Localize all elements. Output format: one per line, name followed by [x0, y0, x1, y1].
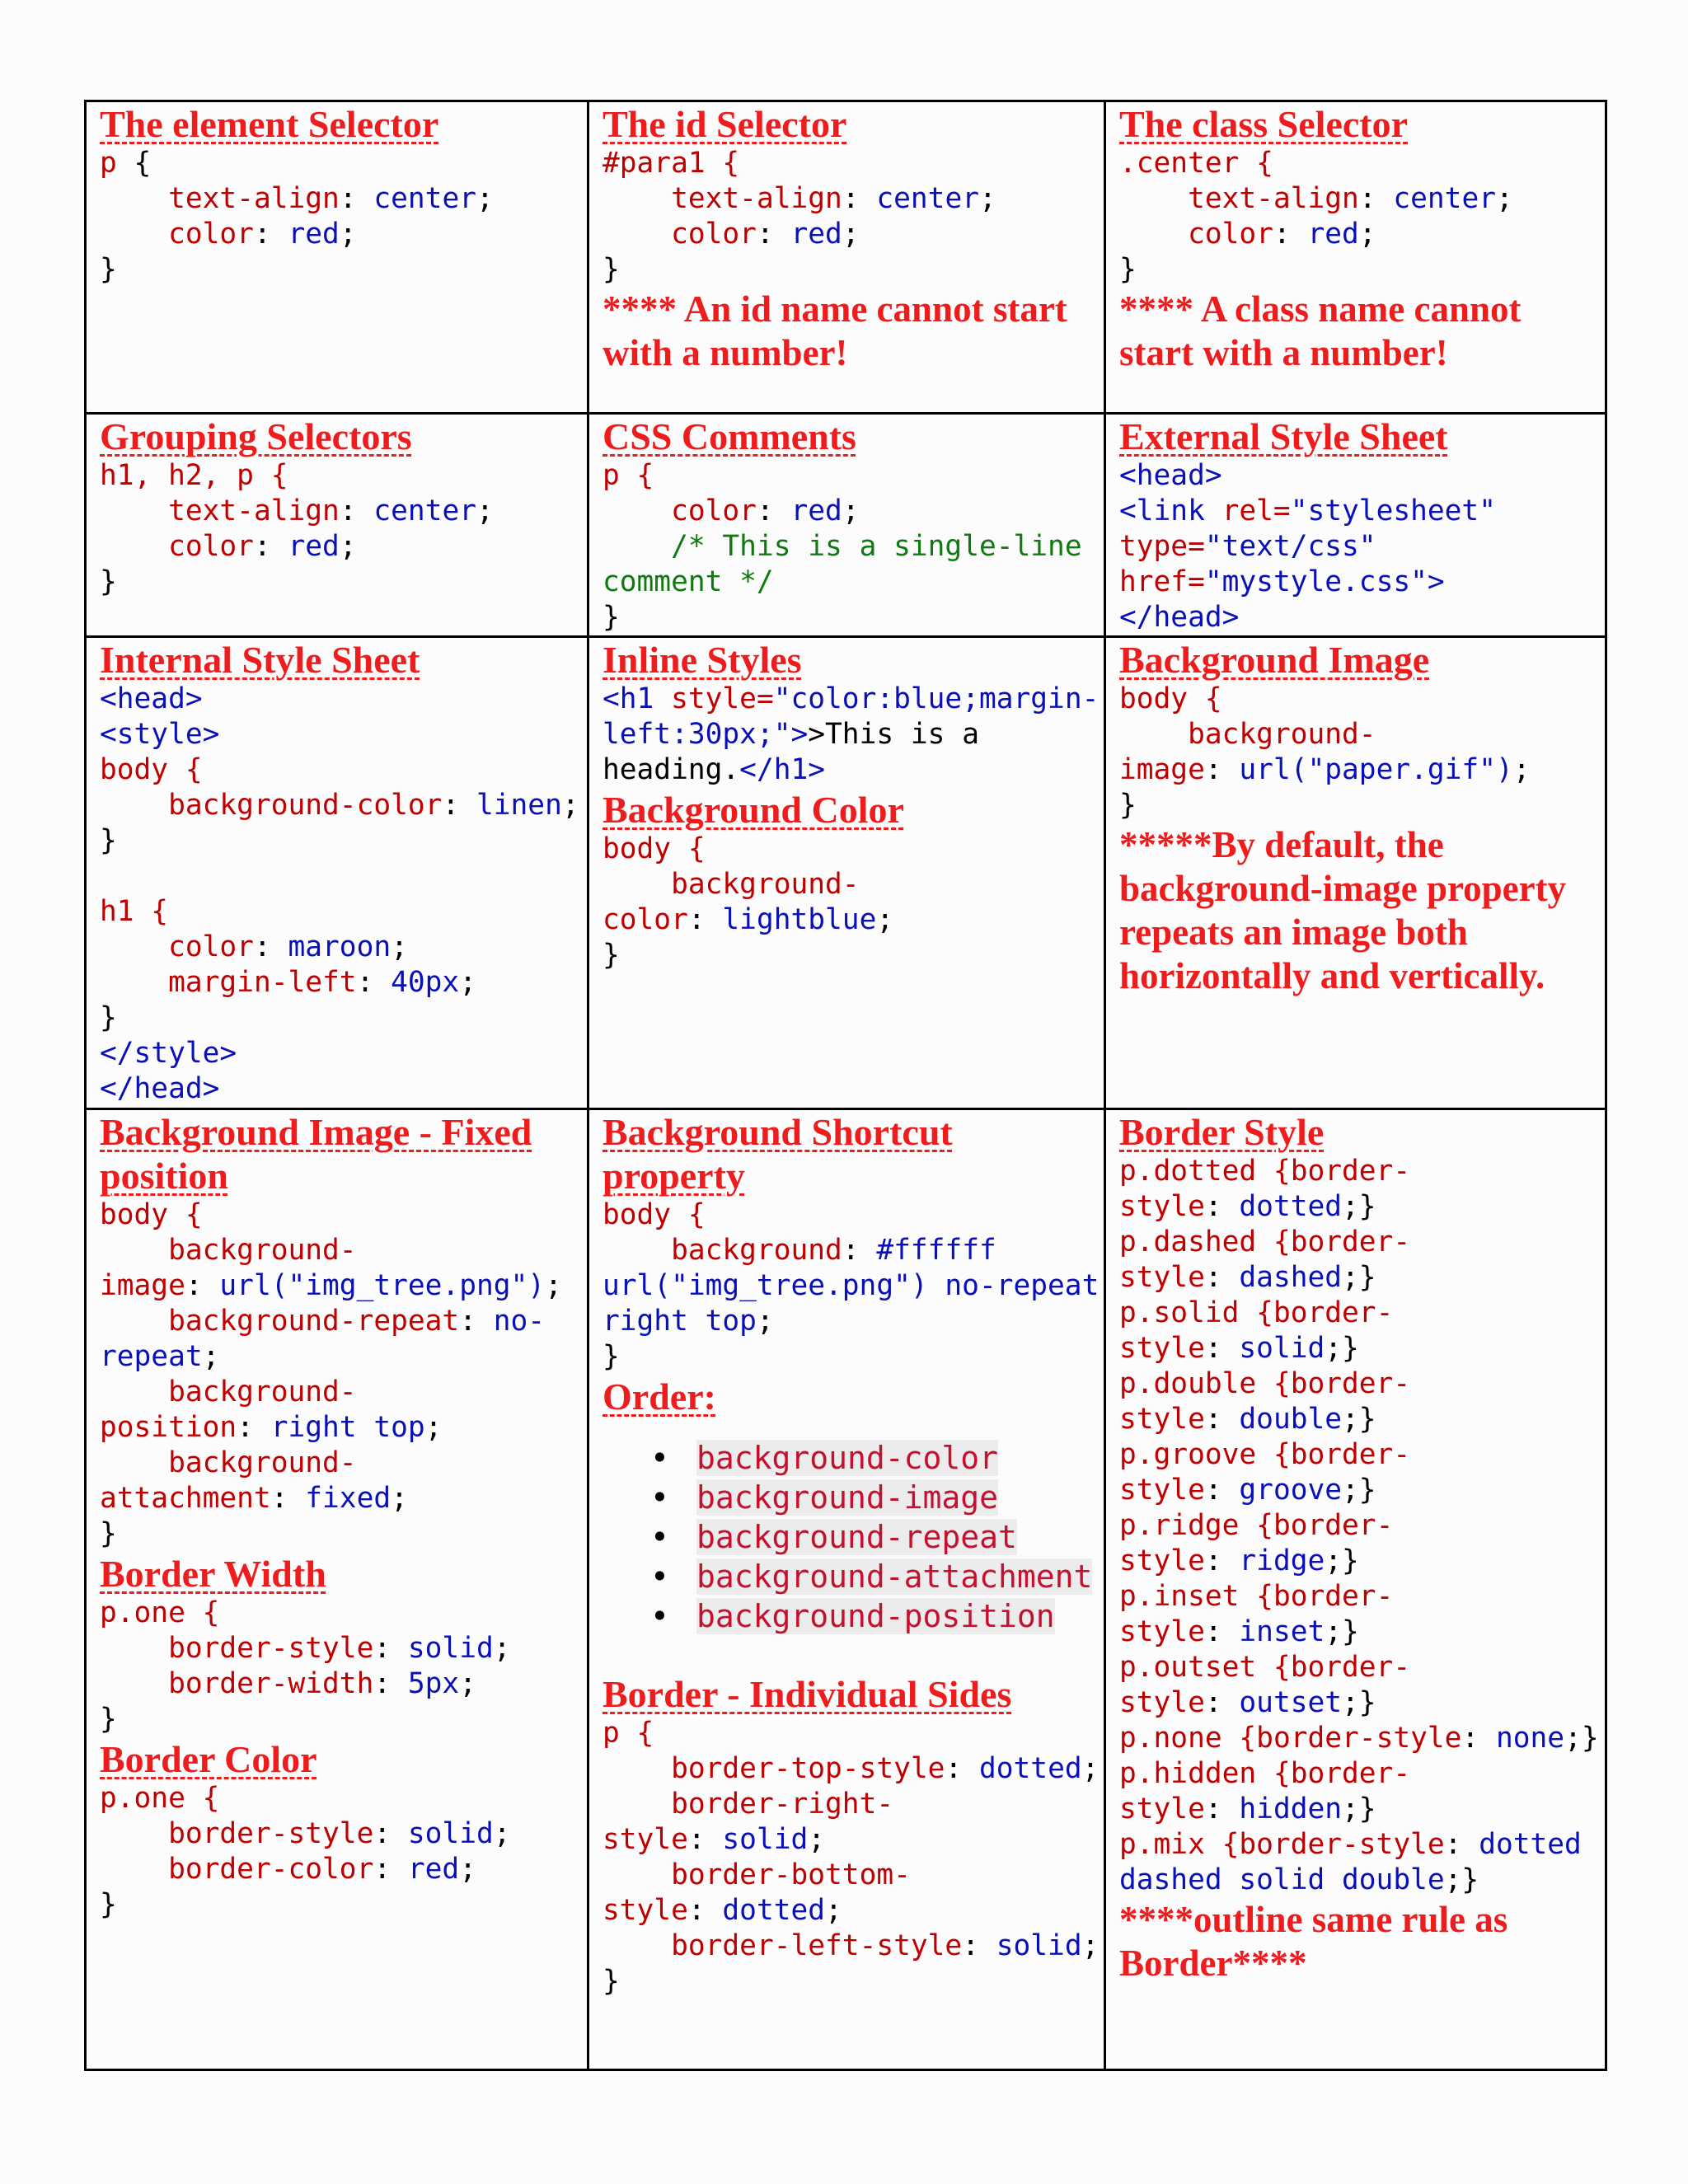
warning-note: **** A class name cannot start with a number!: [1119, 288, 1522, 373]
cell-title: Background Shortcut property: [603, 1111, 953, 1197]
code-block: p { color: red; /* This is a single-line comment */ }: [603, 459, 1082, 634]
cell-background-fixed: [86, 1109, 588, 2070]
list-item: • background-repeat: [650, 1519, 1017, 1555]
cell-title: CSS Comments: [603, 415, 856, 457]
warning-note: **** An id name cannot start with a number!: [603, 288, 1067, 373]
cell-border-style: [1105, 1109, 1606, 2070]
info-note: *****By default, the background-image property repeats an image both horizontally and vertically.: [1119, 824, 1567, 996]
code-block: p { border-top-style: dotted; border-right- style: solid; border-bottom- style: dotted; border-left-style: solid; }: [603, 1717, 1100, 1998]
cell-title: Grouping Selectors: [100, 415, 412, 457]
cell-grouping-selectors: [86, 414, 588, 637]
code-block: body { background: #ffffff url("img_tree.png") no-repeat right top; }: [603, 1198, 1100, 1373]
cell-title: The id Selector: [603, 103, 847, 145]
info-note: ****outline same rule as Border****: [1119, 1899, 1508, 1984]
cell-title: The element Selector: [100, 103, 439, 145]
cell-subtitle: Border - Individual Sides: [603, 1673, 1012, 1715]
code-block: p.one { border-style: solid; border-width: 5px; }: [100, 1596, 511, 1736]
code-block: h1, h2, p { text-align: center; color: red; }: [100, 459, 494, 598]
cell-background-shortcut: [588, 1109, 1105, 2070]
cell-title: External Style Sheet: [1119, 415, 1448, 457]
cell-title: Background Image - Fixed position: [100, 1111, 532, 1197]
code-block: .center { text-align: center; color: red; }: [1119, 147, 1513, 286]
code-block: p { text-align: center; color: red; }: [100, 147, 494, 286]
order-list: [603, 1438, 1094, 1636]
list-item: • background-image: [650, 1479, 999, 1516]
code-block: body { background- image: url("img_tree.png"); background-repeat: no- repeat; background- position: right top; background- attachment: fixed; }: [100, 1198, 562, 1550]
bullet-icon: •: [650, 1479, 669, 1516]
bullet-icon: •: [650, 1558, 669, 1595]
cell-css-comments: [588, 414, 1105, 637]
bullet-icon: •: [650, 1519, 669, 1555]
cell-title: The class Selector: [1119, 103, 1409, 145]
cell-subtitle: Border Width: [100, 1553, 326, 1595]
code-block: body { background- color: lightblue; }: [603, 832, 894, 972]
list-item: • background-position: [650, 1598, 1055, 1634]
css-cheatsheet-table: [84, 100, 1607, 2071]
code-block: body { background- image: url("paper.gif"); }: [1119, 682, 1531, 822]
bullet-icon: •: [650, 1440, 669, 1476]
cell-external-style-sheet: [1105, 414, 1606, 637]
code-block: p.one { border-style: solid; border-color: red; }: [100, 1782, 511, 1921]
cell-id-selector: [588, 101, 1105, 414]
cell-subtitle: Background Color: [603, 789, 904, 831]
code-block: #para1 { text-align: center; color: red; }: [603, 147, 996, 286]
list-item: • background-attachment: [650, 1558, 1093, 1595]
cell-inline-styles: [588, 637, 1105, 1109]
bullet-icon: •: [650, 1598, 669, 1634]
code-block: <h1 style="color:blue;margin- left:30px;">>This is a heading.</h1>: [603, 682, 1100, 786]
list-item: • background-color: [650, 1440, 999, 1476]
code-block: <head> <link rel="stylesheet" type="text/css" href="mystyle.css"> </head>: [1119, 459, 1496, 634]
cell-element-selector: [86, 101, 588, 414]
cell-subtitle: Border Color: [100, 1738, 317, 1780]
cell-title: Border Style: [1119, 1111, 1325, 1153]
cell-internal-style-sheet: [86, 637, 588, 1109]
cell-title: Background Image: [1119, 639, 1430, 681]
code-block: <head> <style> body { background-color: linen; } h1 { color: maroon; margin-left: 40px; } </style> </head>: [100, 682, 579, 1105]
order-heading: Order:: [603, 1376, 716, 1418]
cell-class-selector: [1105, 101, 1606, 414]
cell-title: Inline Styles: [603, 639, 802, 681]
cell-title: Internal Style Sheet: [100, 639, 420, 681]
code-block: p.dotted {border- style: dotted;} p.dashed {border- style: dashed;} p.solid {border- style: solid;} p.double {border- style: double;} p.groove {border- style: groove;} p.ridge {border- style: ridge;} p.inset {border- style: inset;} p.outset {border- style: outset;} p.none {border-style: none;} p.hidden {border- style: hidden;} p.mix {border-style: dotted dashed solid double;}: [1119, 1155, 1599, 1896]
cell-background-image: [1105, 637, 1606, 1109]
